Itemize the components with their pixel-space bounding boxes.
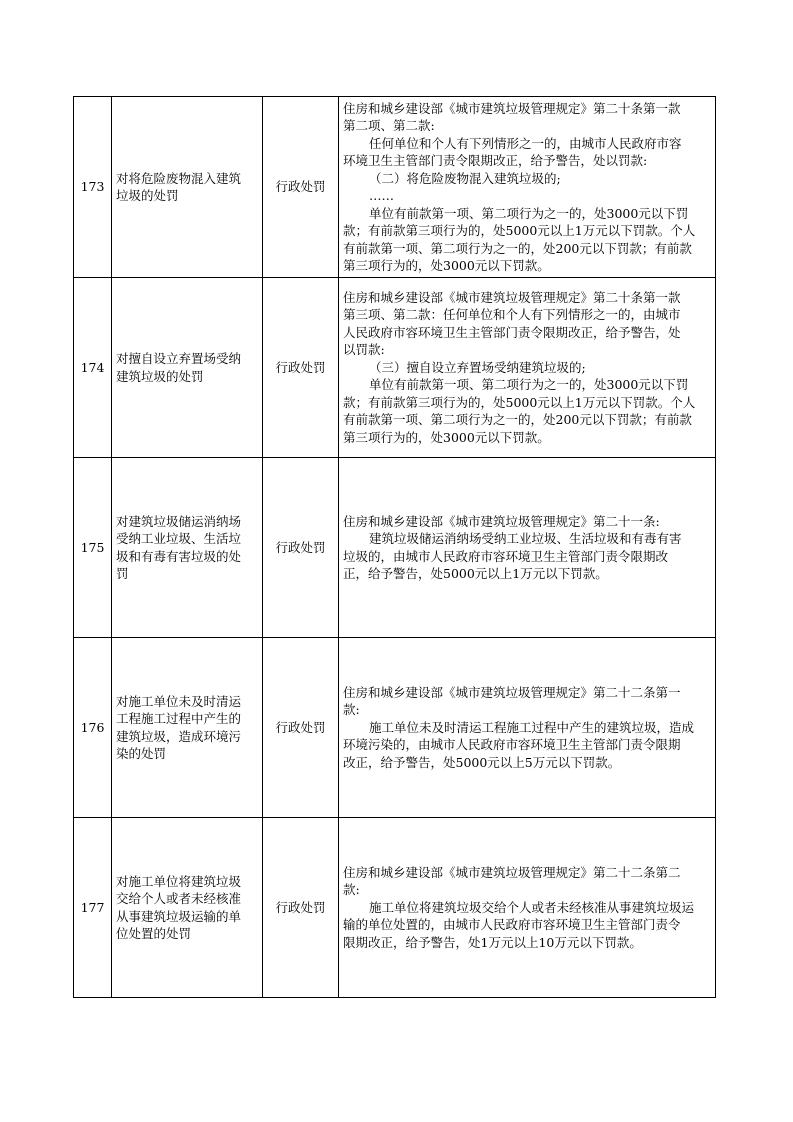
legal-basis-line: 改正，给予警告，处5000元以上5万元以下罚款。 (343, 754, 621, 770)
legal-basis-line: 垃圾的，由城市人民政府市容环境卫生主管部门责令限期改 (343, 548, 669, 564)
item-name-line: 交给个人或者未经核准 (116, 891, 242, 906)
penalty-type: 行政处罚 (263, 818, 339, 998)
item-name-line: 建筑垃圾，造成环境污 (116, 728, 242, 744)
item-name-cell (112, 638, 263, 818)
legal-basis-line: 住房和城乡建设部《城市建筑垃圾管理规定》第二十二条第二 (343, 864, 681, 880)
row-number: 177 (74, 818, 112, 998)
table-row (74, 818, 716, 998)
legal-basis-line: （三）擅自设立弃置场受纳建筑垃圾的; (369, 359, 586, 375)
table-row (74, 458, 716, 638)
legal-basis-line: 单位有前款第一项、第二项行为之一的，处3000元以下罚 (369, 377, 689, 393)
row-number: 173 (74, 97, 112, 278)
table-row (74, 638, 716, 818)
penalty-type: 行政处罚 (263, 458, 339, 638)
legal-basis-line: 人民政府市容环境卫生主管部门责令限期改正，给予警告，处 (343, 324, 681, 340)
item-name-cell (112, 278, 263, 458)
legal-basis-line: 款: (343, 702, 360, 718)
legal-basis-line: 款；有前款第三项行为的，处5000元以上1万元以下罚款。个人 (343, 223, 696, 238)
legal-basis-cell (339, 97, 716, 278)
item-name-line: 工程施工过程中产生的 (116, 711, 242, 726)
row-number: 174 (74, 278, 112, 458)
item-name-line: 建筑垃圾的处罚 (116, 368, 204, 384)
legal-basis-line: 第三项行为的，处3000元以下罚款。 (343, 429, 550, 445)
item-name-cell (112, 818, 263, 998)
item-name-line: 从事建筑垃圾运输的单 (116, 908, 242, 924)
legal-basis-line: 任何单位和个人有下列情形之一的，由城市人民政府市容 (369, 135, 682, 151)
item-name-line: 对施工单位未及时清运 (116, 693, 242, 709)
legal-basis-line: 第二项、第二款: (343, 118, 435, 133)
item-name-line: 对将危险废物混入建筑 (116, 170, 242, 186)
penalty-type: 行政处罚 (263, 638, 339, 818)
legal-basis-line: 环境污染的，由城市人民政府市容环境卫生主管部门责令限期 (343, 737, 681, 753)
item-name-line: 垃圾的处罚 (116, 188, 179, 203)
legal-basis-line: 输的单位处置的，由城市人民政府市容环境卫生主管部门责令 (343, 917, 681, 933)
item-name-line: 受纳工业垃圾、生活垃 (116, 531, 242, 546)
item-name-cell (112, 97, 263, 278)
legal-basis-cell (339, 818, 716, 998)
legal-basis-line: 建筑垃圾储运消纳场受纳工业垃圾、生活垃圾和有毒有害 (369, 531, 682, 546)
legal-basis-line: 正，给予警告，处5000元以上1万元以下罚款。 (343, 566, 608, 581)
legal-basis-line: 款: (343, 882, 360, 898)
legal-basis-line: 限期改正，给予警告，处1万元以上10万元以下罚款。 (343, 934, 642, 950)
row-number: 175 (74, 458, 112, 638)
legal-basis-cell (339, 638, 716, 818)
item-name-line: 对施工单位将建筑垃圾 (116, 873, 242, 889)
legal-basis-cell (339, 278, 716, 458)
legal-basis-line: 住房和城乡建设部《城市建筑垃圾管理规定》第二十二条第一 (343, 684, 681, 700)
legal-basis-line: 环境卫生主管部门责令限期改正，给予警告，处以罚款: (343, 153, 648, 168)
table-body (74, 97, 716, 998)
item-name-line: 染的处罚 (116, 746, 167, 761)
item-name-cell (112, 458, 263, 638)
legal-basis-line: 施工单位将建筑垃圾交给个人或者未经核准从事建筑垃圾运 (369, 899, 695, 915)
legal-basis-line: 有前款第一项、第二项行为之一的，处200元以下罚款；有前款 (343, 412, 692, 428)
item-name-line: 罚 (116, 566, 129, 581)
table-row (74, 278, 716, 458)
item-name-line: 位处置的处罚 (116, 926, 192, 941)
legal-basis-line: 单位有前款第一项、第二项行为之一的，处3000元以下罚 (369, 205, 689, 221)
legal-basis-cell (339, 458, 716, 638)
legal-basis-line: 住房和城乡建设部《城市建筑垃圾管理规定》第二十条第一款 (343, 289, 681, 305)
legal-basis-line: 以罚款: (343, 342, 385, 358)
legal-basis-line: 住房和城乡建设部《城市建筑垃圾管理规定》第二十条第一款 (343, 100, 681, 116)
legal-basis-line: 施工单位未及时清运工程施工过程中产生的建筑垃圾，造成 (369, 719, 695, 735)
legal-basis-line: …… (369, 188, 394, 203)
legal-basis-line: 住房和城乡建设部《城市建筑垃圾管理规定》第二十一条: (343, 513, 660, 529)
item-name-line: 圾和有毒有害垃圾的处 (116, 548, 242, 564)
table-row (74, 97, 716, 278)
regulation-table (73, 96, 716, 998)
legal-basis-line: 有前款第一项、第二项行为之一的，处200元以下罚款；有前款 (343, 240, 692, 256)
row-number: 176 (74, 638, 112, 818)
item-name-line: 对建筑垃圾储运消纳场 (116, 513, 242, 529)
penalty-type: 行政处罚 (263, 278, 339, 458)
legal-basis-line: 第三项行为的，处3000元以下罚款。 (343, 258, 550, 273)
legal-basis-line: 款；有前款第三项行为的，处5000元以上1万元以下罚款。个人 (343, 394, 696, 410)
item-name-line: 对擅自设立弃置场受纳 (116, 351, 242, 366)
legal-basis-line: 第三项、第二款：任何单位和个人有下列情形之一的，由城市 (343, 307, 681, 323)
penalty-type: 行政处罚 (263, 97, 339, 278)
legal-basis-line: （二）将危险废物混入建筑垃圾的; (369, 170, 561, 186)
